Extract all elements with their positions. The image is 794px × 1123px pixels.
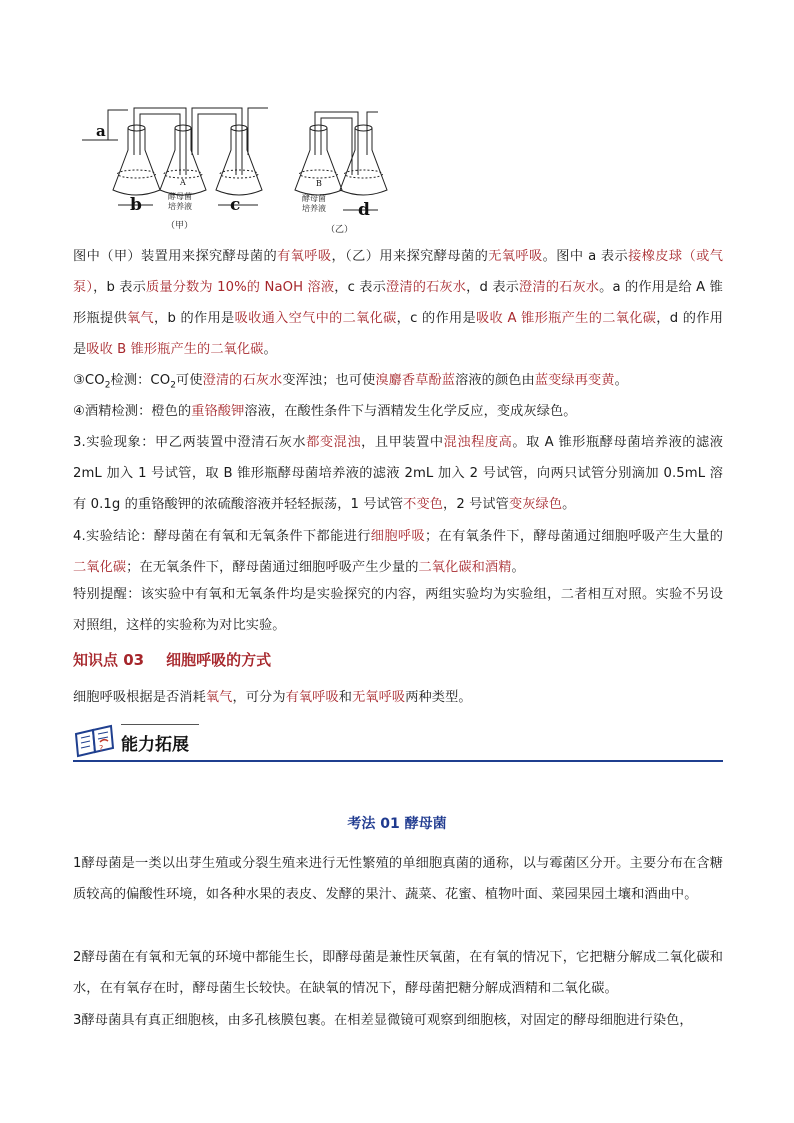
text: ，（乙）用来探究酵母菌的 xyxy=(331,249,489,264)
text: 。 xyxy=(511,560,525,575)
caption-yi: （乙） xyxy=(326,225,354,235)
answer: 混浊程度高 xyxy=(443,435,513,450)
text: 溶液，在酸性条件下与酒精发生化学反应，变成灰绿色。 xyxy=(244,404,577,419)
answer: 不变色 xyxy=(403,497,444,512)
label-d: d xyxy=(358,200,370,220)
text: ；在有氧条件下，酵母菌通过细胞呼吸产生大量的 xyxy=(425,529,723,544)
answer: 吸收 B 锥形瓶产生的二氧化碳 xyxy=(86,342,264,357)
answer: 蓝变绿再变黄 xyxy=(534,373,615,388)
answer: 吸收通入空气中的二氧化碳 xyxy=(234,311,397,326)
flask-label-b: B xyxy=(316,179,322,188)
text: ，b 表示 xyxy=(93,280,146,295)
paragraph-phenomena xyxy=(73,427,723,520)
text: 4.实验结论：酵母菌在有氧和无氧条件下都能进行 xyxy=(73,529,371,544)
subscript: 2 xyxy=(104,380,111,391)
text: ③CO xyxy=(73,373,105,388)
text: 。a 的作用是给 A 锥形瓶提供 xyxy=(73,280,723,326)
answer: 都变混浊 xyxy=(306,435,362,450)
answer: 无氧呼吸 xyxy=(488,249,543,264)
text: ，且甲装置中 xyxy=(361,435,444,450)
text: ④酒精检测：橙色的 xyxy=(73,404,192,419)
answer: 澄清的石灰水 xyxy=(202,373,283,388)
text: ，d 的作用是 xyxy=(73,311,724,357)
label-c: c xyxy=(230,195,241,215)
text: 。取 A 锥形瓶酵母菌培养液的滤液 2mL 加入 1 号试管，取 B 锥形瓶酵母菌培养液的滤液 2mL 加入 2 号试管，向两只试管分别滴加 0.5mL 溶有 0.1g 的重铬酸钾的浓硫酸溶液并轻轻振荡，1 号试管 xyxy=(73,435,723,512)
text: 变浑浊；也可使 xyxy=(282,373,376,388)
answer: 有氧呼吸 xyxy=(277,249,332,264)
paragraph-alcohol-detection xyxy=(73,396,723,427)
text: 。 xyxy=(263,342,277,357)
text: 可使 xyxy=(176,373,203,388)
text: 图中（甲）装置用来探究酵母菌的 xyxy=(73,249,278,264)
answer: 溴麝香草酚蓝 xyxy=(375,373,456,388)
ability-title: 能力拓展 xyxy=(121,735,189,755)
answer: 二氧化碳 xyxy=(73,560,127,575)
open-book-icon xyxy=(73,722,117,760)
text: ；在无氧条件下，酵母菌通过细胞呼吸产生少量的 xyxy=(126,560,419,575)
text: ，可分为 xyxy=(232,690,286,705)
culture-label-yi: 酵母菌培养液 xyxy=(302,194,326,213)
label-b: b xyxy=(130,195,142,215)
text: 和 xyxy=(338,690,353,705)
caption-jia: （甲） xyxy=(166,221,194,231)
text: 两种类型。 xyxy=(405,690,472,705)
text: 溶液的颜色由 xyxy=(455,373,535,388)
text: 3.实验现象：甲乙两装置中澄清石灰水 xyxy=(73,435,307,450)
kp-number: 知识点 03 xyxy=(73,651,145,669)
header-divider xyxy=(73,760,723,762)
paragraph-yeast-nucleus: 3酵母菌具有真正细胞核，由多孔核膜包裹。在相差显微镜可观察到细胞核，对固定的酵母细胞进行染色， xyxy=(73,1013,693,1028)
answer: 质量分数为 10%的 NaOH 溶液 xyxy=(146,280,335,295)
text: ，c 表示 xyxy=(334,280,387,295)
flask-label-a: A xyxy=(180,178,186,187)
answer: 澄清的石灰水 xyxy=(386,280,467,295)
subscript: 2 xyxy=(170,380,177,391)
paragraph-yeast-definition: 1酵母菌是一类以出芽生殖或分裂生殖来进行无性繁殖的单细胞真菌的通称，以与霉菌区分开。主要分布在含糖质较高的偏酸性环境，如各种水果的表皮、发酵的果汁、蔬菜、花蜜、植物叶面、菜园果园土壤和酒曲中。 xyxy=(73,856,723,902)
answer: 有氧呼吸 xyxy=(285,690,339,705)
ability-section-header xyxy=(73,722,723,764)
paragraph-apparatus xyxy=(73,241,723,365)
paragraph-conclusion xyxy=(73,521,723,583)
answer: 澄清的石灰水 xyxy=(519,280,600,295)
text: 。图中 a 表示 xyxy=(542,249,629,264)
paragraph-respiration-types xyxy=(73,682,723,713)
culture-label-jia: 酵母菌培养液 xyxy=(168,192,192,211)
answer: 重铬酸钾 xyxy=(191,404,245,419)
method-title: 考法 01 酵母菌 xyxy=(347,816,447,832)
kp-title: 细胞呼吸的方式 xyxy=(166,651,272,669)
text: 。 xyxy=(614,373,628,388)
text: ，d 表示 xyxy=(466,280,520,295)
answer: 吸收 A 锥形瓶产生的二氧化碳 xyxy=(476,311,657,326)
label-a: a xyxy=(96,122,106,140)
answer: 无氧呼吸 xyxy=(352,690,406,705)
text: ，c 的作用是 xyxy=(396,311,477,326)
paragraph-special-note: 特别提醒：该实验中有氧和无氧条件均是实验探究的内容，两组实验均为实验组，二者相互对照。实验不另设对照组，这样的实验称为对比实验。 xyxy=(73,587,723,633)
text: ，b 的作用是 xyxy=(154,311,235,326)
text: 细胞呼吸根据是否消耗 xyxy=(73,690,206,705)
answer: 氧气 xyxy=(127,311,155,326)
answer: 细胞呼吸 xyxy=(370,529,425,544)
text: 检测：CO xyxy=(110,373,171,388)
answer: 变灰绿色 xyxy=(508,497,563,512)
apparatus-figure xyxy=(78,100,408,240)
answer: 氧气 xyxy=(205,690,233,705)
header-accent-line xyxy=(121,724,199,725)
text: ，2 号试管 xyxy=(443,497,509,512)
answer: 接橡皮球（或气泵） xyxy=(73,249,724,295)
text: 。 xyxy=(562,497,576,512)
answer: 二氧化碳和酒精 xyxy=(418,560,512,575)
svg-text:?: ? xyxy=(99,744,104,753)
paragraph-yeast-respiration: 2酵母菌在有氧和无氧的环境中都能生长，即酵母菌是兼性厌氧菌，在有氧的情况下，它把糖分解成二氧化碳和水，在有氧存在时，酵母菌生长较快。在缺氧的情况下，酵母菌把糖分解成酒精和二氧化碳。 xyxy=(73,950,723,996)
knowledge-point-heading xyxy=(73,645,271,675)
